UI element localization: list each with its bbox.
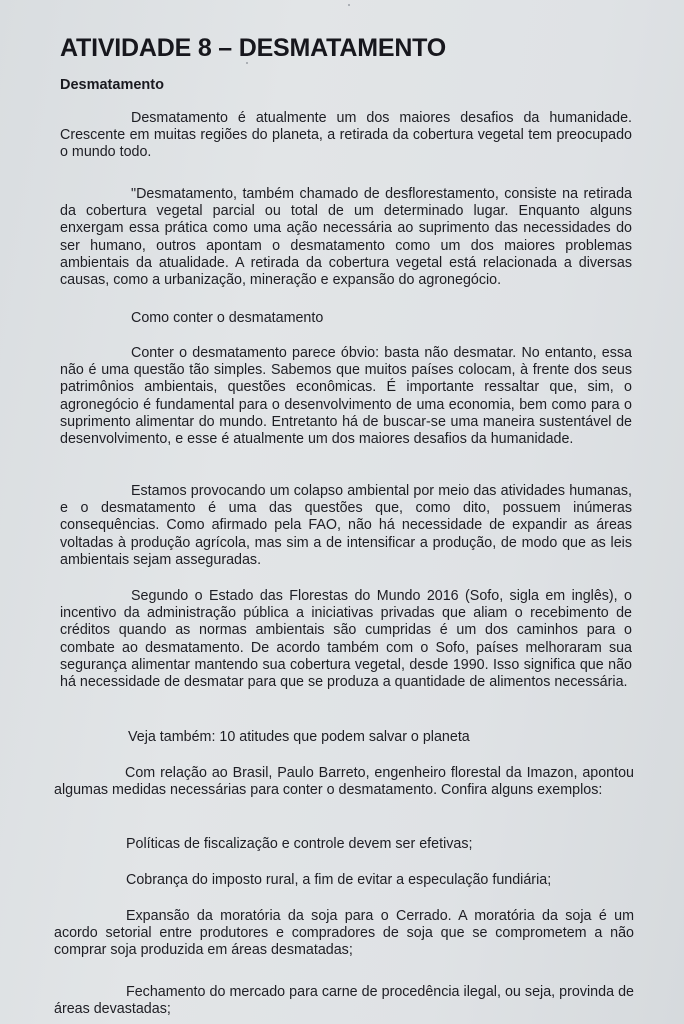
list-item-fiscalizacao: Políticas de fiscalização e controle devem ser efetivas; bbox=[126, 836, 473, 852]
section-heading-como-conter: Como conter o desmatamento bbox=[131, 310, 324, 326]
section-subtitle: Desmatamento bbox=[60, 77, 164, 93]
paragraph-mercado-carne: Fechamento do mercado para carne de procedência ilegal, ou seja, provinda de áreas devastadas; bbox=[54, 984, 634, 1018]
list-item-imposto-rural: Cobrança do imposto rural, a fim de evitar a especulação fundiária; bbox=[126, 872, 552, 888]
page-title: ATIVIDADE 8 – DESMATAMENTO bbox=[60, 34, 447, 62]
paragraph-conter: Conter o desmatamento parece óbvio: basta não desmatar. No entanto, essa não é uma questão tão simples. Sabemos que muitos países colocam, à frente dos seus patrimônios ambientais, questões econômicas. É importante ressaltar que, sim, o agronegócio é fundamental para o desenvolvimento de uma economia, bem como para o suprimento alimentar do mundo. Entretanto há de buscar-se uma maneira sustentável de desenvolvimento, e esse é atualmente um dos maiores desafios da humanidade. bbox=[60, 345, 632, 448]
paragraph-brasil: Com relação ao Brasil, Paulo Barreto, engenheiro florestal da Imazon, apontou algumas medidas necessárias para conter o desmatamento. Confira alguns exemplos: bbox=[54, 765, 634, 799]
paragraph-moratoria: Expansão da moratória da soja para o Cerrado. A moratória da soja é um acordo setorial entre produtores e compradores de soja que se comprometem a não comprar soja produzida em áreas desmatadas; bbox=[54, 908, 634, 959]
see-also-line: Veja também: 10 atitudes que podem salvar o planeta bbox=[128, 729, 470, 745]
paragraph-definition: "Desmatamento, também chamado de desflorestamento, consiste na retirada da cobertura vegetal parcial ou total de um determinado lugar. Enquanto alguns enxergam essa prática como uma ação necessária ao suprimento das necessidades do ser humano, outros apontam o desmatamento como um dos maiores problemas ambientais da atualidade. A retirada da cobertura vegetal está relacionada a diversas causas, como a urbanização, mineração e expansão do agronegócio. bbox=[60, 186, 632, 289]
paragraph-intro: Desmatamento é atualmente um dos maiores desafios da humanidade. Crescente em muitas regiões do planeta, a retirada da cobertura vegetal tem preocupado o mundo todo. bbox=[60, 110, 632, 161]
paper-speck bbox=[348, 4, 350, 6]
paragraph-sofo: Segundo o Estado das Florestas do Mundo 2016 (Sofo, sigla em inglês), o incentivo da administração pública a iniciativas privadas que aliam o recebimento de créditos quando as normas ambientais são cumpridas é um dos caminhos para o combate ao desmatamento. De acordo também com o Sofo, países melhoraram sua segurança alimentar mantendo sua cobertura vegetal, desde 1990. Isso significa que não há necessidade de desmatar para que se produza a quantidade de alimentos necessária. bbox=[60, 588, 632, 691]
paragraph-colapso: Estamos provocando um colapso ambiental por meio das atividades humanas, e o desmatamento é uma das questões que, como dito, possuem inúmeras consequências. Como afirmado pela FAO, não há necessidade de expandir as áreas voltadas à produção agrícola, mas sim a de intensificar a produção, de modo que as leis ambientais sejam asseguradas. bbox=[60, 483, 632, 568]
